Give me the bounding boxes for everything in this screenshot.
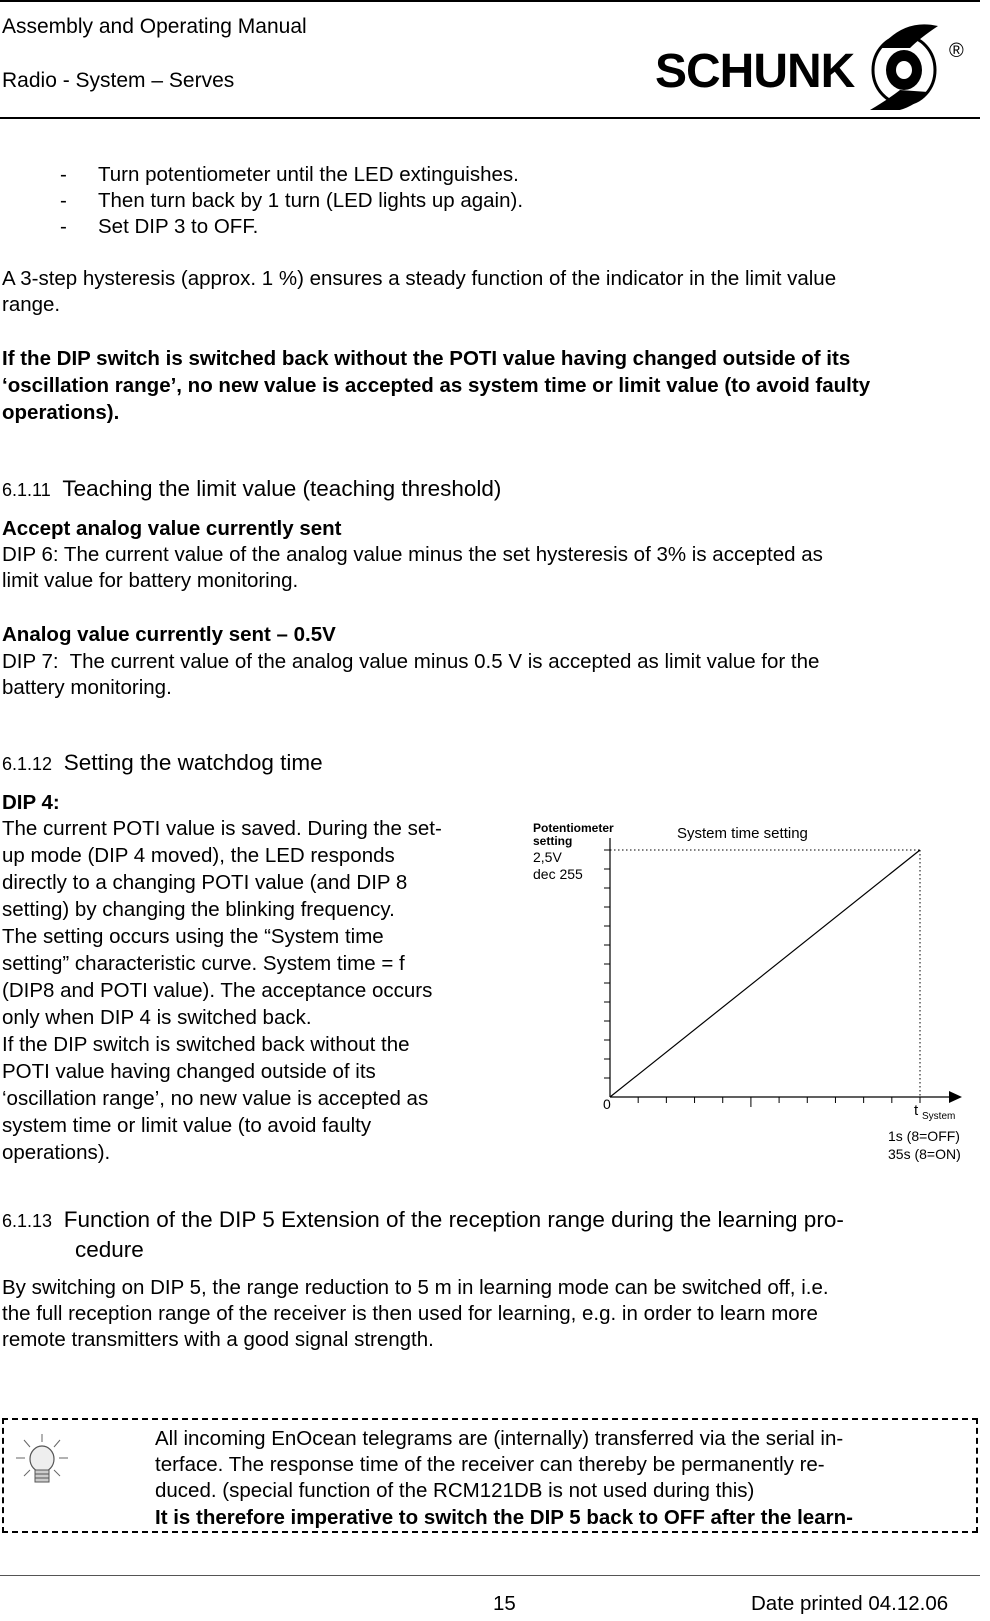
step-item: Turn potentiometer until the LED extinguishes.	[98, 163, 519, 186]
section-title: Setting the watchdog time	[63, 750, 323, 775]
header-bottom-rule	[0, 117, 980, 119]
x-max-label-2: 35s (8=ON)	[888, 1146, 961, 1162]
section-title-continued: cedure	[75, 1237, 144, 1262]
document-subtitle: Radio - System – Serves	[2, 69, 235, 92]
dip4-line: The current POTI value is saved. During the set-	[2, 817, 442, 840]
step-marker: -	[60, 215, 67, 238]
dip4-line: only when DIP 4 is switched back.	[2, 1006, 312, 1029]
y-label-line1: Potentiometer	[533, 821, 614, 835]
note-line: duced. (special function of the RCM121DB is not used during this)	[155, 1479, 755, 1502]
dip4-line: ‘oscillation range’, no new value is accepted as	[2, 1087, 429, 1110]
x-max-label-1: 1s (8=OFF)	[888, 1128, 960, 1144]
step-item: Then turn back by 1 turn (LED lights up again).	[98, 189, 524, 212]
dip4-line: directly to a changing POTI value (and DIP 8	[2, 871, 408, 894]
hysteresis-line: range.	[2, 293, 61, 316]
warning-line: If the DIP switch is switched back without the POTI value having changed outside of its	[2, 347, 851, 370]
note-line-emphasis: It is therefore imperative to switch the DIP 5 back to OFF after the learn-	[155, 1506, 853, 1529]
system-time-chart	[525, 812, 985, 1167]
dip4-line: setting) by changing the blinking frequency.	[2, 898, 395, 921]
section-title: Teaching the limit value (teaching threshold)	[62, 476, 502, 501]
dip4-line: If the DIP switch is switched back without the	[2, 1033, 410, 1056]
section-number: 6.1.13	[2, 1211, 53, 1231]
dip6-line: DIP 6: The current value of the analog value minus the set hysteresis of 3% is accepted as	[2, 543, 823, 566]
y-label-line2: setting	[533, 834, 573, 848]
dip5-line: the full reception range of the receiver is then used for learning, e.g. in order to learn more	[2, 1302, 818, 1325]
section-heading-6-1-13	[2, 1206, 844, 1235]
section-heading-6-1-11	[2, 475, 501, 504]
subheading-accept-analog: Accept analog value currently sent	[2, 517, 342, 540]
step-marker: -	[60, 189, 67, 212]
warning-line: operations).	[2, 401, 120, 424]
y-max-label-2: dec 255	[533, 866, 583, 882]
y-max-label-1: 2,5V	[533, 849, 562, 865]
section-number: 6.1.11	[2, 480, 51, 500]
origin-label: 0	[603, 1096, 611, 1112]
dip4-line: POTI value having changed outside of its	[2, 1060, 376, 1083]
dip4-line: The setting occurs using the “System time	[2, 925, 384, 948]
logo-emblem-icon	[860, 18, 950, 110]
chart-title: System time setting	[677, 825, 808, 842]
warning-line: ‘oscillation range’, no new value is accepted as system time or limit value (to avoid faulty	[2, 374, 871, 397]
x-label-sub: System	[922, 1111, 956, 1122]
note-line: All incoming EnOcean telegrams are (internally) transferred via the serial in-	[155, 1427, 844, 1450]
lightbulb-icon	[12, 1432, 72, 1492]
hysteresis-line: A 3-step hysteresis (approx. 1 %) ensures a steady function of the indicator in the limit value	[2, 267, 837, 290]
footer-rule	[0, 1575, 980, 1576]
section-number: 6.1.12	[2, 754, 53, 774]
header-top-rule	[0, 0, 980, 2]
page-number: 15	[493, 1592, 516, 1615]
step-item: Set DIP 3 to OFF.	[98, 215, 259, 238]
dip4-line: setting” characteristic curve. System time = f	[2, 952, 405, 975]
registered-mark: ®	[949, 40, 964, 62]
dip4-line: (DIP8 and POTI value). The acceptance occurs	[2, 979, 433, 1002]
subheading-analog-minus: Analog value currently sent – 0.5V	[2, 623, 336, 646]
schunk-logo	[655, 10, 975, 110]
dip5-line: remote transmitters with a good signal strength.	[2, 1328, 434, 1351]
x-label-main: t	[914, 1102, 919, 1119]
document-title: Assembly and Operating Manual	[2, 15, 307, 38]
dip4-line: operations).	[2, 1141, 111, 1164]
logo-wordmark: SCHUNK	[655, 45, 855, 98]
dip7-line: DIP 7: The current value of the analog value minus 0.5 V is accepted as limit value for the	[2, 650, 820, 673]
section-title: Function of the DIP 5 Extension of the reception range during the learning pro-	[63, 1207, 844, 1232]
date-printed: Date printed 04.12.06	[751, 1592, 949, 1615]
dip7-line: battery monitoring.	[2, 676, 172, 699]
dip4-line: system time or limit value (to avoid faulty	[2, 1114, 372, 1137]
dip4-line: up mode (DIP 4 moved), the LED responds	[2, 844, 395, 867]
section-heading-6-1-12	[2, 749, 323, 778]
dip5-line: By switching on DIP 5, the range reduction to 5 m in learning mode can be switched off, i.e.	[2, 1276, 829, 1299]
dip6-line: limit value for battery monitoring.	[2, 569, 299, 592]
x-axis-arrow-icon	[949, 1091, 962, 1103]
dip4-heading: DIP 4:	[2, 791, 60, 814]
note-line: terface. The response time of the receiver can thereby be permanently re-	[155, 1453, 825, 1476]
step-marker: -	[60, 163, 67, 186]
dip4-description	[2, 815, 497, 1166]
series-line	[610, 850, 920, 1097]
